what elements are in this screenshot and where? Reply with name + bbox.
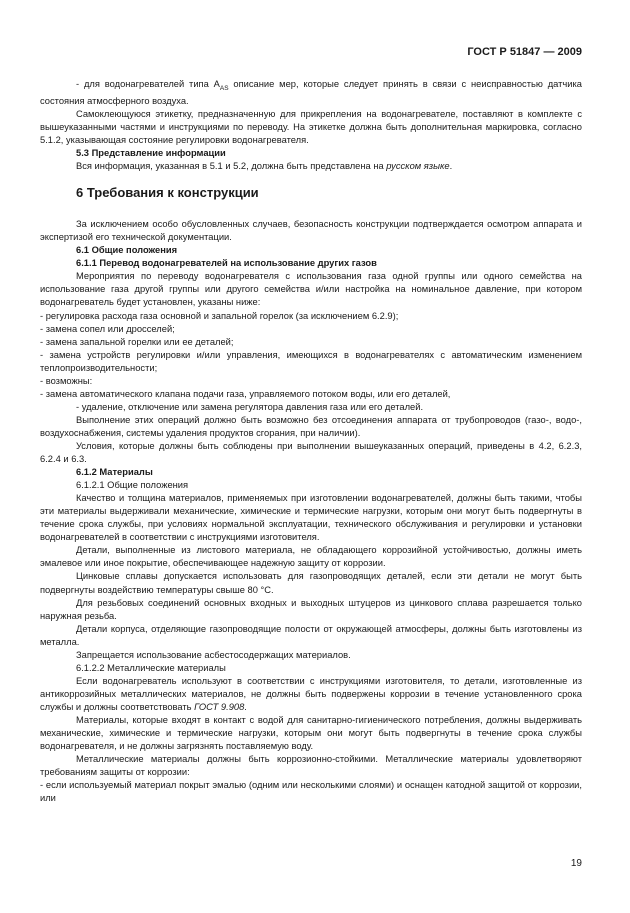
list-item: - замена устройств регулировки и/или управления, имеющихся в водонагревателях с автоматическим изменением теплопроизводительности;	[40, 349, 582, 373]
page-body	[40, 78, 582, 805]
paragraph: Материалы, которые входят в контакт с водой для санитарно-гигиенического потребления, должны выдерживать механические, химические и термические нагрузки, которым они могут быть подвергнуты в течение срока службы водонагревателя, и не должны загрязнять поставляемую воду.	[40, 714, 582, 752]
paragraph: Детали корпуса, отделяющие газопроводящие полости от окружающей атмосферы, должны быть изготовлены из металла.	[40, 623, 582, 647]
paragraph: Мероприятия по переводу водонагревателя с использования газа одной группы или одного семейства на использование газа другой группы или другого семейства и/или настройка на номинальное давление, при котором водонагреватель будет установлен, указаны ниже:	[40, 271, 582, 308]
paragraph: Качество и толщина материалов, применяемых при изготовлении водонагревателей, должны быть такими, чтобы эти материалы выдерживали механические, химические и термические нагрузки, которым они могут быть подвергнуты в течение срока службы, при условиях нормальной эксплуатации, технического обслуживания и регулировки и установки водонагревателей в соответствии с инструкциями изготовителя.	[40, 493, 582, 543]
list-item: - замена запальной горелки или ее деталей;	[40, 336, 234, 347]
paragraph: Вся информация, указанная в 5.1 и 5.2, должна быть представлена на русском языке.	[76, 161, 453, 172]
section-heading-6-1-2: 6.1.2 Материалы	[76, 467, 153, 478]
paragraph: Условия, которые должны быть соблюдены при выполнении вышеуказанных операций, приведены в 4.2, 6.2.3, 6.2.4 и 6.3.	[40, 440, 582, 465]
paragraph: Металлические материалы должны быть коррозионно-стойкими. Металлические материалы удовлетворяют требованиям защиты от коррозии:	[40, 754, 582, 778]
subscript: AS	[219, 84, 229, 92]
paragraph: Детали, выполненные из листового материала, не обладающего коррозийной устойчивостью, должны иметь эмалевое или иное покрытие, обеспечивающее надежную защиту от коррозии.	[40, 545, 582, 569]
list-item: - регулировка расхода газа основной и запальной горелок (за исключением 6.2.9);	[40, 310, 399, 321]
list-item: - возможны:	[40, 375, 93, 386]
list-item: - замена автоматического клапана подачи газа, управляемого потоком воды, или его деталей,	[40, 388, 451, 399]
paragraph: Выполнение этих операций должно быть возможно без отсоединения аппарата от трубопроводов (газо-, водо-, воздухоснабжения, системы удаления продуктов сгорания, при наличии).	[40, 414, 582, 438]
paragraph: Для резьбовых соединений основных входных и выходных штуцеров из цинкового сплава разрешается только наружная резьба.	[40, 597, 582, 621]
list-item: - замена сопел или дросселей;	[40, 323, 175, 334]
section-heading-6: 6 Требования к конструкции	[76, 185, 259, 201]
subsection-heading-6-1-2-1: 6.1.2.1 Общие положения	[76, 480, 189, 491]
document-header: ГОСТ Р 51847 — 2009	[467, 46, 582, 58]
paragraph: Запрещается использование асбестосодержащих материалов.	[76, 649, 351, 660]
list-item: - если используемый материал покрыт эмалью (одним или несколькими слоями) и оснащен катодной защитой от коррозии, или	[40, 780, 582, 804]
paragraph: - для водонагревателей типа $A_{AS}$ описание мер, которые следует принять в связи с неисправностью датчика состояния атмосферного воздуха.	[40, 79, 582, 106]
subsection-heading-6-1-2-2: 6.1.2.2 Металлические материалы	[76, 662, 226, 673]
paragraph: За исключением особо обусловленных случаев, безопасность конструкции подтверждается осмотром аппарата и экспертизой его технической документации.	[40, 219, 582, 243]
paragraph: Если водонагреватель используют в соответствии с инструкциями изготовителя, то детали, изготовленные из антикоррозийных металлических материалов, не должны быть подвержены коррозии в течение установленного срока службы и должны соответствовать ГОСТ 9.908.	[40, 675, 582, 712]
list-item: - удаление, отключение или замена регулятора давления газа или его деталей.	[76, 401, 424, 412]
paragraph: Самоклеющуюся этикетку, предназначенную для прикрепления на водонагревателе, поставляют в комплекте с вышеуказанными частями и инструкциями по переводу. На этикетке должна быть дополнительная маркировка, согласно 5.1.2, указывающая состояние регулировки водонагревателя.	[40, 108, 582, 146]
section-heading-5-3: 5.3 Представление информации	[76, 148, 226, 159]
section-heading-6-1: 6.1 Общие положения	[76, 245, 178, 256]
section-heading-6-1-1: 6.1.1 Перевод водонагревателей на использование других газов	[76, 258, 377, 269]
page-number: 19	[570, 858, 582, 869]
paragraph: Цинковые сплавы допускается использовать для газопроводящих деталей, если эти детали не могут быть подвергнуты воздействию температуры свыше 80 °С.	[40, 571, 582, 595]
